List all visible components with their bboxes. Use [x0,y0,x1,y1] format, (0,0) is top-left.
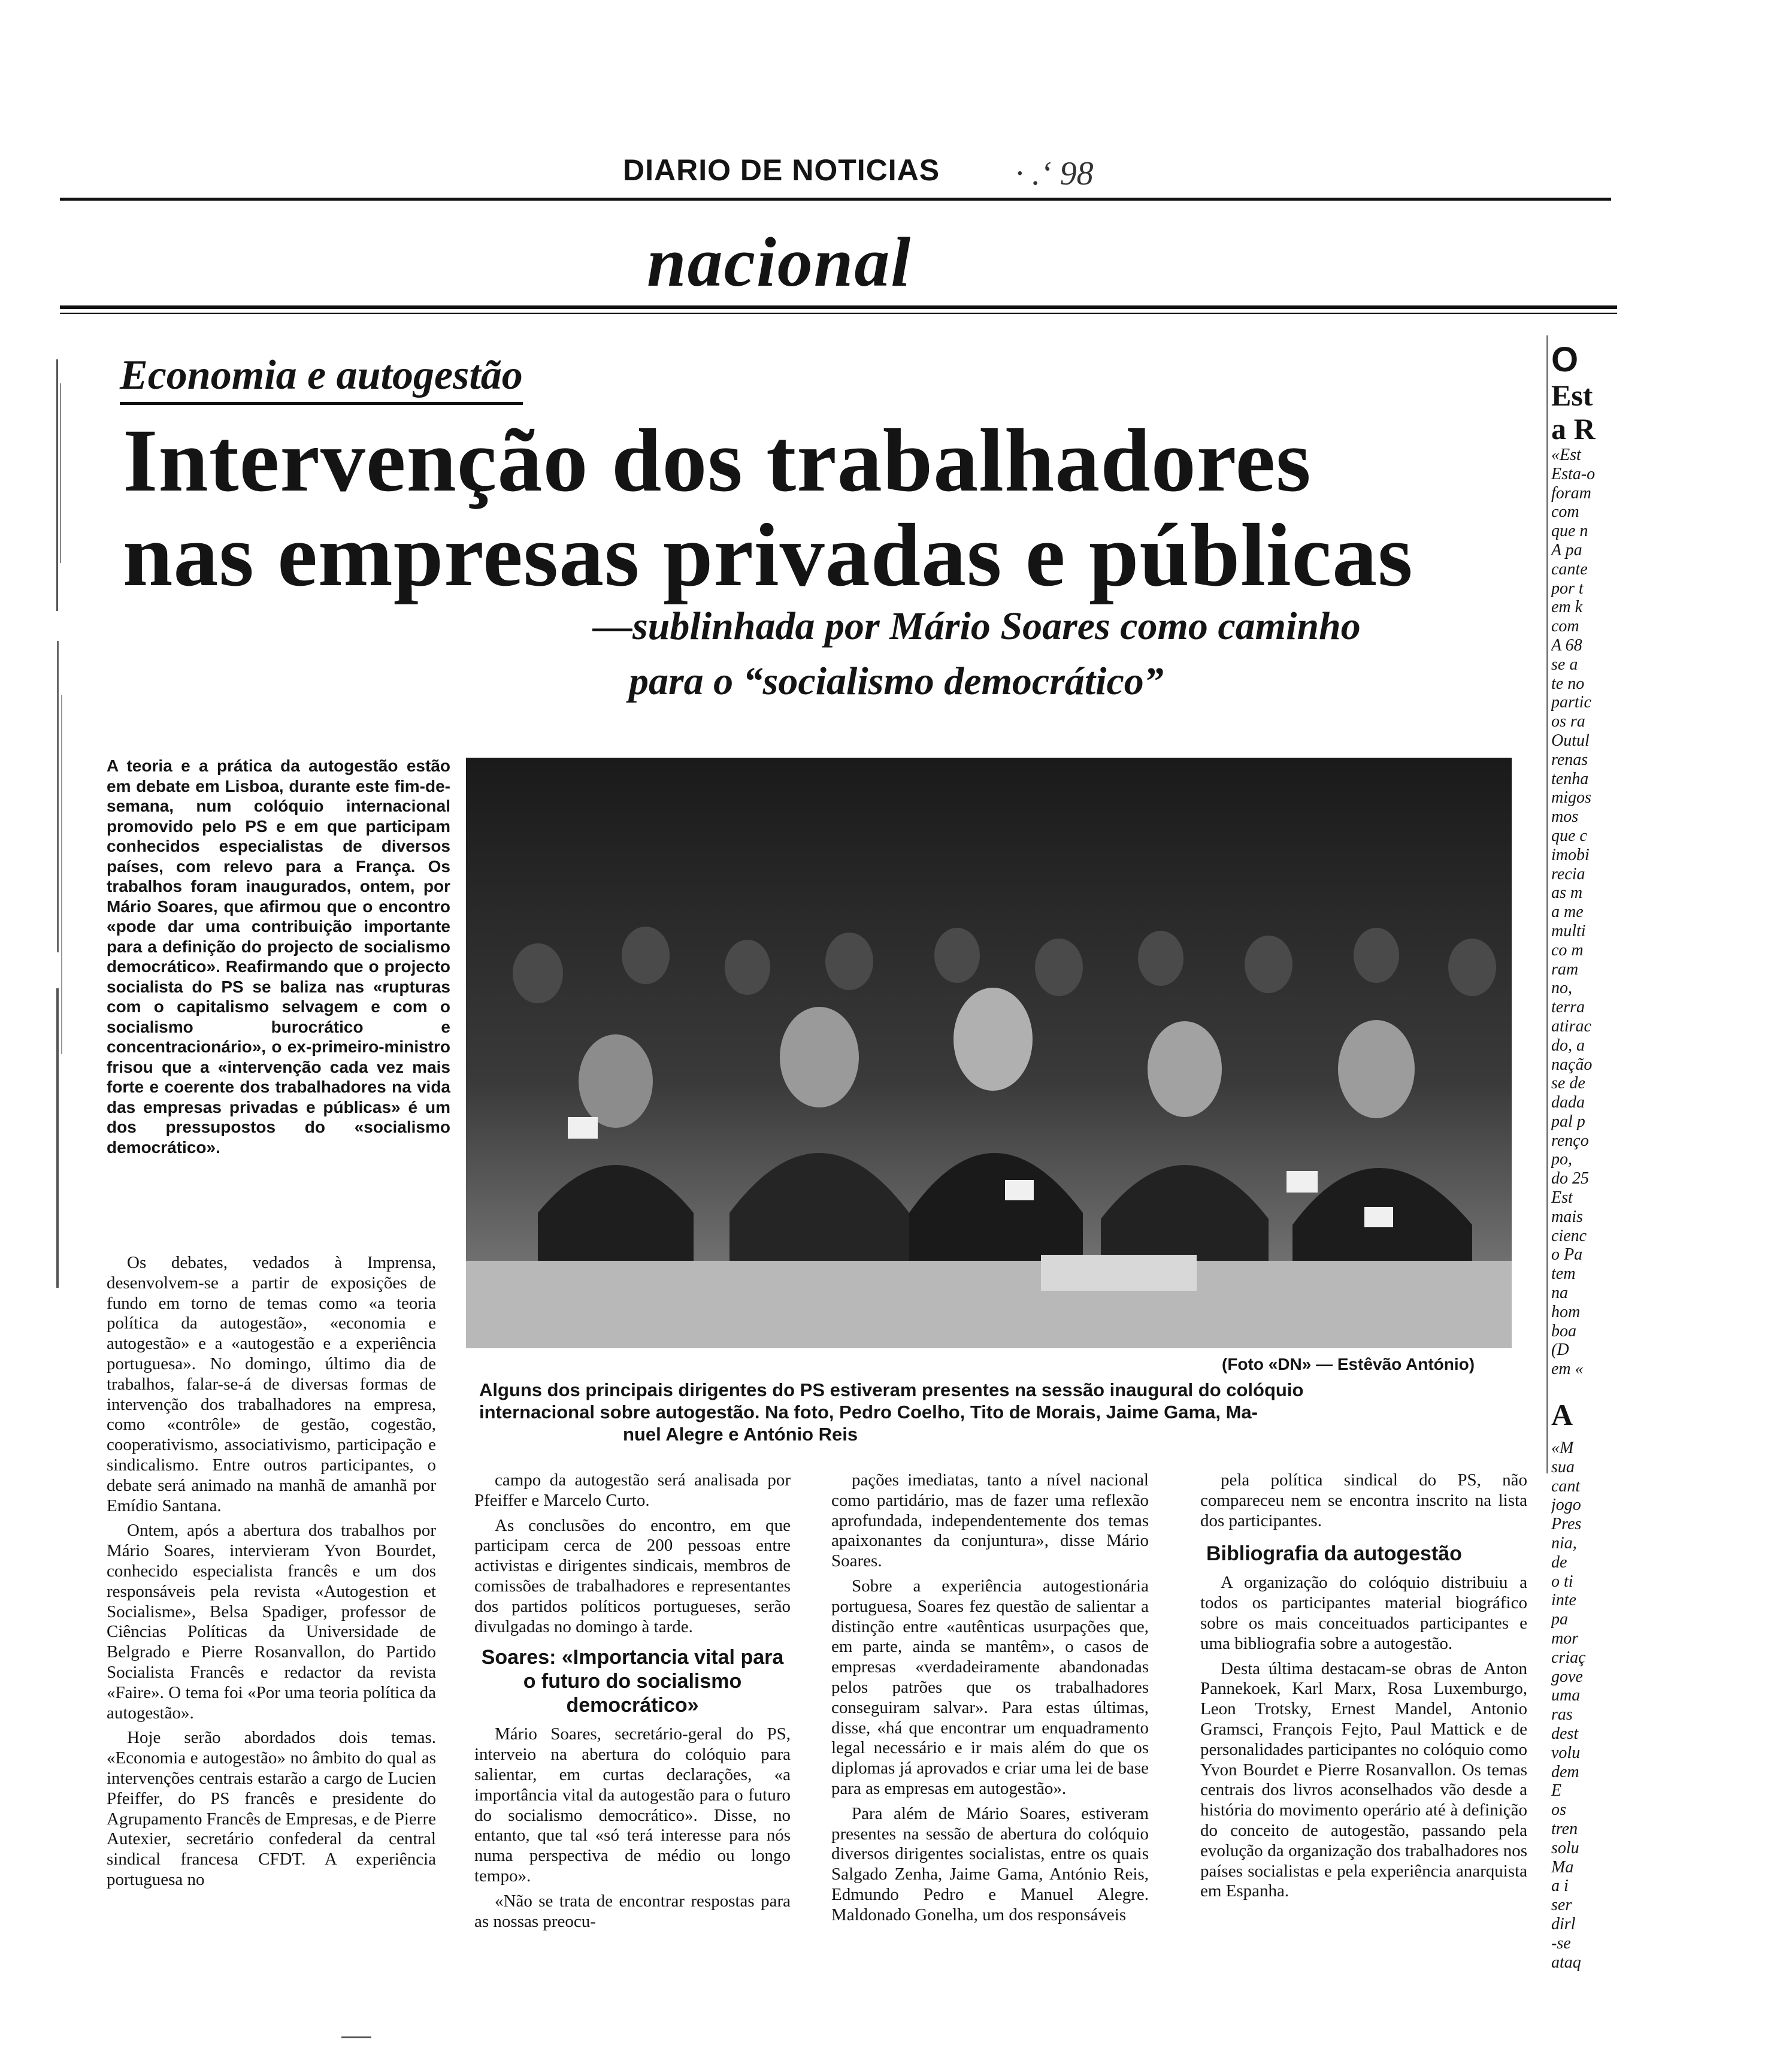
neighbour-text-line: cante [1551,559,1588,579]
neighbour-text-line: «M [1551,1439,1574,1458]
headline [123,413,1500,603]
neighbour-text-line: te no [1551,674,1585,693]
neighbour-text-line: solu [1551,1838,1579,1857]
neighbour-text-line: pal p [1551,1112,1585,1131]
neighbour-text-line: cant [1551,1476,1581,1496]
neighbour-text-line: de [1551,1552,1567,1572]
paragraph: pela política sindical do PS, não compareceu nem se encontra inscrito na lista dos participantes. [1200,1470,1527,1530]
neighbour-text-line: dem [1551,1762,1579,1781]
neighbour-article-fragment [1551,341,1623,2070]
neighbour-text-line: co m [1551,940,1584,960]
neighbour-text-line: terra [1551,998,1585,1017]
body-column-1 [107,1253,436,1895]
neighbour-text-line: nia, [1551,1534,1577,1553]
neighbour-text-line: criaç [1551,1648,1586,1667]
neighbour-text-line: se a [1551,655,1578,674]
subheadline-line-1: —sublinhada por Mário Soares como caminho [593,604,1361,648]
neighbour-text-line: em « [1551,1360,1584,1379]
neighbour-text-line: sua [1551,1457,1575,1476]
neighbour-text-line: Pres [1551,1515,1582,1534]
paragraph: Hoje serão abordados dois temas. «Economia e autogestão» no âmbito do qual as intervenções centrais estarão a cargo de Lucien Pfeiffer, do PS francês e presidente do Agrupamento Francês de Empresas, e de Pierre Autexier, secretário confederal da central sindical francesa CFDT. A experiência portuguesa no [107,1728,436,1889]
paragraph: Os debates, vedados à Imprensa, desenvolvem-se a partir de exposições de fundo em torno de temas como «a teoria política da autogestão», «economia e autogestão» e a «autogestão e a experiência portuguesa». No domingo, último dia de trabalhos, falar-se-á de diversas formas de intervenção dos trabalhadores na empresa, como «contrôle» de gestão, cogestão, cooperativismo, associativismo, participação e sindicalismo. Entre outros participantes, o debate será animado na manhã de amanhã por Emídio Santana. [107,1253,436,1515]
subheading-soares: Soares: «Importancia vital para o futuro do socialismo democrático» [481,1646,784,1717]
neighbour-text-line: migos [1551,788,1591,807]
neighbour-text-line: tenha [1551,769,1589,788]
neighbour-text-line: imobi [1551,845,1590,864]
neighbour-text-line: tem [1551,1264,1576,1284]
masthead-rule [60,198,1611,201]
neighbour-text-line: dirl [1551,1914,1576,1933]
neighbour-text-line: Est [1551,1188,1573,1208]
neighbour-text-line: se de [1551,1074,1585,1093]
masthead: DIARIO DE NOTICIAS [623,153,940,187]
body-column-2 [474,1470,791,1936]
neighbour-text-line: a i [1551,1877,1569,1896]
neighbour-text-line: atirac [1551,1016,1591,1036]
neighbour-text-line: Outul [1551,731,1590,750]
neighbour-headline-line: a R [1551,412,1596,446]
neighbour-text-line: po, [1551,1150,1572,1169]
neighbour-headline-line: Est [1551,379,1593,412]
neighbour-kicker: O [1551,341,1579,379]
paragraph: A organização do colóquio distribuiu a todos os participantes material biográfico sobre os mais conceituados participantes e uma bibliografia sobre a autogestão. [1200,1573,1527,1653]
neighbour-text-line: que n [1551,522,1588,541]
neighbour-text-line: renço [1551,1131,1589,1150]
neighbour-text-line: boa [1551,1321,1576,1340]
neighbour-subhead: A [1551,1398,1573,1432]
neighbour-text-line: foram [1551,483,1591,503]
neighbour-text-line: no, [1551,979,1572,998]
neighbour-text-line: Ma [1551,1857,1574,1877]
neighbour-text-line: dest [1551,1724,1579,1743]
paragraph: Para além de Mário Soares, estiveram presentes na sessão de abertura do colóquio diversos dirigentes socialistas, entre os quais Salgado Zenha, Jaime Gama, António Reis, Edmundo Pedro e Manuel Alegre. Maldonado Gonelha, um dos responsáveis [831,1803,1149,1924]
neighbour-text-line: ser [1551,1896,1572,1915]
neighbour-text-line: as m [1551,883,1583,903]
neighbour-text-line: renas [1551,750,1588,769]
kicker: Economia e autogestão [120,350,523,405]
neighbour-text-line: multi [1551,921,1586,940]
neighbour-text-line: os [1551,1800,1566,1820]
subheadline-line-2: para o “socialismo democrático” [629,659,1164,703]
photo-credit: (Foto «DN» — Estêvão António) [1222,1355,1475,1373]
neighbour-text-line: com [1551,503,1579,522]
lead-paragraph: A teoria e a prática da autogestão estão em debate em Lisboa, durante este fim-de-semana, num colóquio internacional promovido pelo PS e em que participam conhecidos especialistas de diversos países, com relevo para a França. Os trabalhos foram inaugurados, ontem, por Mário Soares, que afirmou que o encontro «pode dar uma contribuição importante para a definição do projecto de socialismo democrático». Reafirmando que o projecto socialista do PS se baliza nas «rupturas com o capitalismo selvagem e com o socialismo burocrático e concentracionário», o ex-primeiro-ministro frisou que a «intervenção cada vez mais forte e coerente dos trabalhadores na vida das empresas privadas e públicas» é um dos pressupostos do «socialismo democrático». [107,756,450,1157]
neighbour-text-line: uma [1551,1686,1581,1705]
neighbour-text-line: -se [1551,1933,1571,1953]
neighbour-text-line: mos [1551,807,1579,827]
neighbour-text-line: inte [1551,1591,1576,1610]
neighbour-text-line: dada [1551,1093,1585,1112]
neighbour-text-line: o ti [1551,1572,1573,1591]
neighbour-text-b [1551,1439,1623,1972]
neighbour-text-line: recia [1551,864,1585,883]
paragraph: Ontem, após a abertura dos trabalhos por Mário Soares, intervieram Yvon Bourdet, conhecido especialista francês e um dos responsáveis pela revista «Autogestion et Socialisme», Belsa Spadiger, professor de Ciências Políticas da Universidade de Belgrado e Pierre Rosanvallon, do Partido Socialista Francês e redactor da revista «Faire». O tema foi «Por uma teoria política da autogestão». [107,1521,436,1723]
section-title: nacional [647,223,912,301]
body-column-4 [1200,1470,1527,1906]
neighbour-column-rule [1546,335,1548,1473]
neighbour-text-a [1551,446,1623,1379]
neighbour-text-line: mais [1551,1207,1583,1226]
neighbour-text-line: com [1551,617,1579,636]
neighbour-text-line: Esta-o [1551,464,1596,483]
paragraph: Mário Soares, secretário-geral do PS, interveio na abertura do colóquio para salientar, em curtas declarações, «a importância vital da autogestão para o futuro do socialismo democrático». Disse, no entanto, que tal «só terá interesse para nós numa perspectiva de médio ou longo tempo». [474,1724,791,1886]
neighbour-text-line: que c [1551,826,1587,845]
neighbour-text-line: partic [1551,693,1591,712]
handwritten-mark: · .‘ 98 [1015,155,1094,192]
neighbour-text-line: ras [1551,1705,1573,1724]
paragraph: campo da autogestão será analisada por Pfeiffer e Marcelo Curto. [474,1470,791,1510]
paragraph: As conclusões do encontro, em que participam cerca de 200 pessoas entre activistas e dirigentes sindicais, membros de comissões de trabalhadores e representantes dos partidos políticos portugueses, serão divulgadas no domingo à tarde. [474,1515,791,1636]
caption-line-3: nuel Alegre e António Reis [623,1424,858,1445]
body-column-3 [831,1470,1149,1930]
neighbour-text-line: volu [1551,1743,1581,1762]
subheading-bibliografia: Bibliografia da autogestão [1206,1542,1462,1566]
neighbour-text-line: A pa [1551,540,1582,559]
neighbour-text-line: a me [1551,903,1584,922]
neighbour-text-line: (D [1551,1340,1569,1360]
photo-illustration [466,758,1512,1348]
neighbour-text-line: os ra [1551,712,1585,731]
neighbour-text-line: pa [1551,1610,1568,1629]
neighbour-text-line: por t [1551,579,1584,598]
caption-line-1: Alguns dos principais dirigentes do PS estiveram presentes na sessão inaugural do colóquio [479,1379,1304,1400]
neighbour-text-line: jogo [1551,1496,1581,1515]
neighbour-headline [1551,379,1623,446]
section-rule-thin [60,313,1617,314]
caption-line-2: internacional sobre autogestão. Na foto, Pedro Coelho, Tito de Morais, Jaime Gama, Ma- [479,1402,1258,1423]
paragraph: Desta última destacam-se obras de Anton Pannekoek, Karl Marx, Rosa Luxemburgo, Leon Trotsky, Ernest Mandel, Antonio Gramsci, François Fejto, Paul Mattick e de personalidades participantes no colóquio como Yvon Bourdet e Pierre Rosanvallon. Os temas centrais dos livros aconselhados vão desde a história do movimento operário até à definição do conceito de autogestão, passando pela evolução da organização dos trabalhadores nos países socialistas e pela experiência anarquista em Espanha. [1200,1659,1527,1901]
headline-line-1: Intervenção dos trabalhadores [123,411,1312,510]
neighbour-text-line: tren [1551,1819,1578,1838]
paragraph: «Não se trata de encontrar respostas para as nossas preocu- [474,1891,791,1931]
neighbour-text-line: A 68 [1551,635,1582,655]
neighbour-text-line: em k [1551,598,1583,617]
neighbour-text-line: ram [1551,960,1579,979]
paragraph: pações imediatas, tanto a nível nacional como partidário, mas de fazer uma reflexão aprofundada, independentemente dos temas apaixonantes da conjuntura», disse Mário Soares. [831,1470,1149,1571]
neighbour-text-line: hom [1551,1302,1581,1321]
neighbour-text-line: gove [1551,1667,1583,1686]
neighbour-text-line: na [1551,1284,1568,1303]
footer-mark [341,2036,371,2038]
neighbour-text-line: mor [1551,1629,1579,1648]
neighbour-text-line: E [1551,1781,1562,1800]
news-photo [466,758,1512,1348]
neighbour-text-line: o Pa [1551,1245,1583,1264]
neighbour-text-line: ataq [1551,1953,1581,1972]
paragraph: Sobre a experiência autogestionária portuguesa, Soares fez questão de salientar a distinção entre «autênticas usurpações que, em parte, ainda se mantêm», o casos de empresas «verdadeiramente abandonadas pelos patrões que os trabalhadores conseguiram salvar». Para estas últimas, disse, «há que encontrar um enquadramento legal necessário e ir mais além do que os diplomas já aprovados e criar uma lei de base para as empresas em autogestão». [831,1576,1149,1798]
scan-edge-noise [54,359,68,1294]
neighbour-text-line: nação [1551,1055,1593,1074]
headline-line-2: nas empresas privadas e públicas [123,506,1413,605]
neighbour-text-line: do 25 [1551,1169,1589,1188]
photo-caption [479,1379,1509,1445]
neighbour-text-line: «Est [1551,446,1581,464]
section-rule-thick [60,305,1617,309]
subheadline [593,599,1431,709]
neighbour-text-line: cienc [1551,1226,1587,1245]
neighbour-text-line: do, a [1551,1036,1585,1055]
